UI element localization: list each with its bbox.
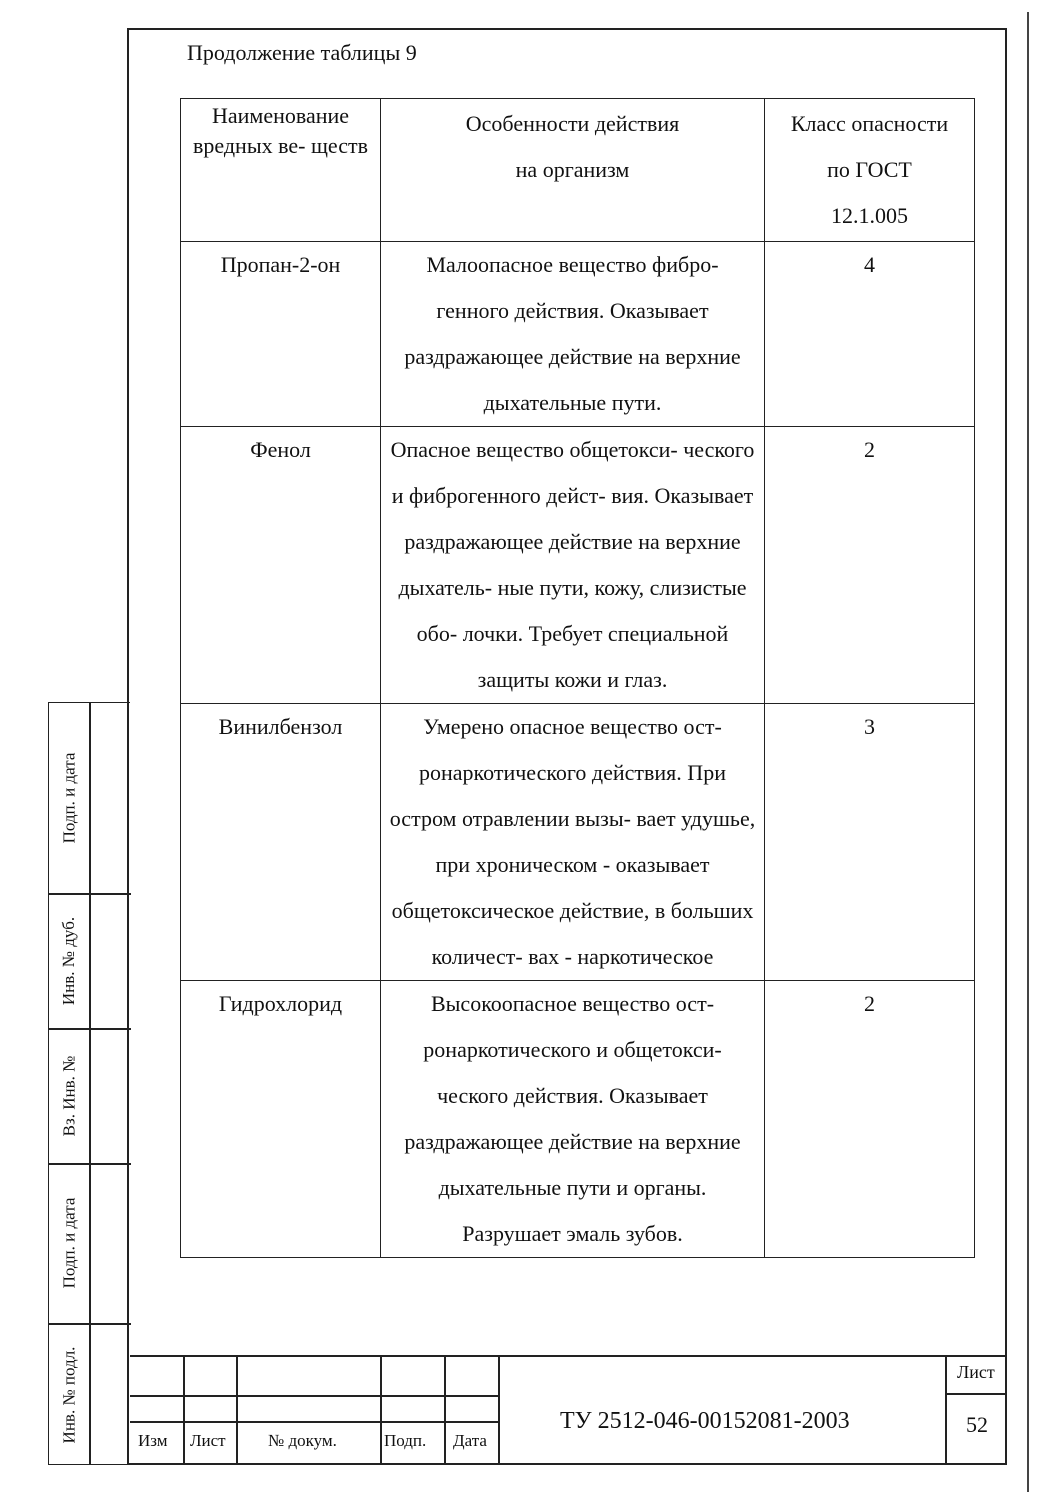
izm-label: Изм [138, 1431, 168, 1450]
scan-edge-line [1027, 12, 1029, 1492]
list-label: Лист [190, 1431, 226, 1450]
table-row [181, 704, 975, 981]
substance-effects: Умерено опасное вещество ост- ронаркотического действия. При остром отравлении вызы- вает удушье, при хроническом - оказывает общетоксическое действие, в больших количест- вах - наркотическое [381, 704, 765, 981]
substance-name: Винилбензол [181, 704, 381, 981]
signature-label: Подп. [384, 1431, 427, 1450]
substance-name: Фенол [181, 427, 381, 704]
doc-number-label: № докум. [268, 1431, 337, 1450]
side-label: Инв. № подл. [59, 1346, 78, 1443]
hazard-class: 4 [765, 242, 975, 427]
hazard-class: 2 [765, 981, 975, 1258]
hazard-table [180, 98, 975, 1258]
hazard-class: 3 [765, 704, 975, 981]
side-label: Инв. № дуб. [59, 916, 79, 1005]
substance-effects: Высокоопасное вещество ост- ронаркотического и общетокси- ческого действия. Оказывает раздражающее действие на верхние дыхательные пути и органы. Разрушает эмаль зубов. [381, 981, 765, 1258]
table-row [181, 427, 975, 704]
header-class: Класс опасности по ГОСТ 12.1.005 [765, 99, 975, 242]
hazard-class: 2 [765, 427, 975, 704]
side-stamp-strip [48, 702, 130, 1465]
table-caption: Продолжение таблицы 9 [187, 40, 417, 65]
substance-name: Пропан-2-он [181, 242, 381, 427]
side-label: Подп. и дата [59, 752, 79, 844]
table-header-row [181, 99, 975, 242]
side-label: Подп. и дата [59, 1197, 79, 1289]
table-row [181, 242, 975, 427]
table-row [181, 981, 975, 1258]
substance-effects: Опасное вещество общетокси- ческого и фиброгенного дейст- вия. Оказывает раздражающее действие на верхние дыхатель- ные пути, кожу, слизистые обо- лочки. Требует специальной защиты кожи и глаз. [381, 427, 765, 704]
sheet-label: Лист [957, 1362, 995, 1382]
substance-name: Гидрохлорид [181, 981, 381, 1258]
date-label: Дата [453, 1431, 487, 1450]
header-effects: Особенности действия на организм [381, 99, 765, 242]
substance-effects: Малоопасное вещество фибро- генного действия. Оказывает раздражающее действие на верхние дыхательные пути. [381, 242, 765, 427]
document-code: ТУ 2512-046-00152081-2003 [560, 1408, 850, 1434]
header-name: Наименование вредных ве- ществ [181, 99, 381, 242]
sheet-number: 52 [966, 1412, 988, 1437]
side-label: Вз. Инв. № [59, 1055, 78, 1136]
